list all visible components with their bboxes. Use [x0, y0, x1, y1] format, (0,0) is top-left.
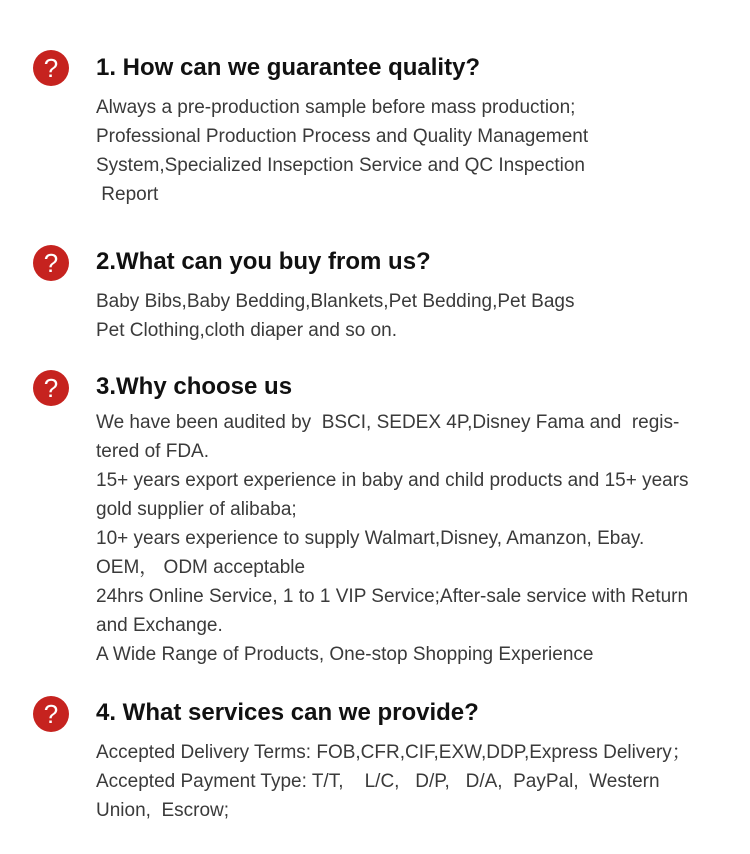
answer-line: tered of FDA. — [96, 441, 209, 462]
answer-line: Baby Bibs,Baby Bedding,Blankets,Pet Bedding,Pet Bags — [96, 291, 575, 312]
answer-line: Report — [96, 184, 159, 205]
faq-title: 2.What can you buy from us? — [96, 248, 431, 275]
question-mark-icon: ? — [33, 696, 69, 732]
faq-answer — [96, 93, 588, 209]
answer-line: A Wide Range of Products, One-stop Shopping Experience — [96, 644, 594, 665]
faq-title: 1. How can we guarantee quality? — [96, 54, 481, 81]
answer-line: We have been audited by BSCI, SEDEX 4P,Disney Fama and regis- — [96, 412, 680, 433]
answer-line: OEM， ODM acceptable — [96, 557, 306, 578]
faq-answer — [96, 408, 689, 669]
question-mark-icon: ? — [33, 50, 69, 86]
answer-line: and Exchange. — [96, 615, 223, 636]
faq-answer — [96, 287, 574, 345]
question-mark-icon: ? — [33, 370, 69, 406]
answer-line: Accepted Payment Type: T/T, L/C, D/P, D/A, PayPal, Western — [96, 771, 660, 792]
answer-line: 24hrs Online Service, 1 to 1 VIP Service;After-sale service with Return — [96, 586, 689, 607]
answer-line: 15+ years export experience in baby and child products and 15+ years — [96, 470, 689, 491]
answer-line: Professional Production Process and Quality Management — [96, 126, 589, 147]
faq-answer — [96, 738, 691, 825]
question-mark-icon: ? — [33, 245, 69, 281]
answer-line: Union, Escrow; — [96, 800, 230, 821]
answer-line: System,Specialized Insepction Service and QC Inspection — [96, 155, 585, 176]
faq-title: 4. What services can we provide? — [96, 699, 479, 726]
answer-line: 10+ years experience to supply Walmart,Disney, Amanzon, Ebay. — [96, 528, 645, 549]
answer-line: Always a pre-production sample before mass production; — [96, 97, 576, 118]
answer-line: Pet Clothing,cloth diaper and so on. — [96, 320, 398, 341]
faq-title: 3.Why choose us — [96, 373, 293, 400]
answer-line: gold supplier of alibaba; — [96, 499, 297, 520]
answer-line: Accepted Delivery Terms: FOB,CFR,CIF,EXW,DDP,Express Delivery； — [96, 742, 691, 763]
